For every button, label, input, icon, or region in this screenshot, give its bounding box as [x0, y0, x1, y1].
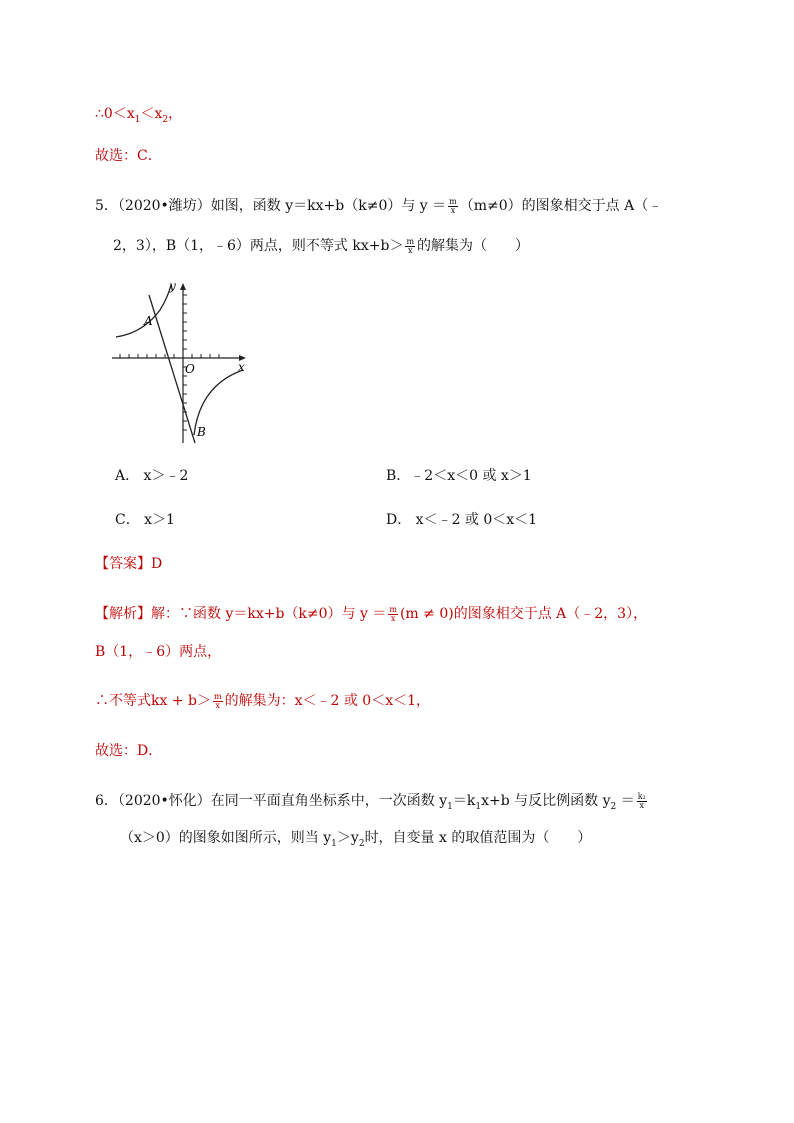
frac-den: x — [450, 205, 456, 215]
frac-num: m — [213, 691, 222, 701]
option-c: C． x＞1 — [115, 512, 175, 528]
q6-text: 时，自变量 x 的取值范围为（ ） — [364, 830, 592, 846]
frac-num: k₂ — [637, 791, 646, 801]
q6-text: ＝ — [616, 793, 635, 809]
frac-num: m — [449, 196, 457, 206]
analysis-text: ∴不等式kx + b＞ — [95, 693, 211, 709]
therefore-end: ， — [168, 106, 183, 122]
point-a-label: A — [144, 314, 153, 328]
frac-num: m — [389, 604, 397, 614]
analysis-line-1 — [95, 604, 647, 624]
fraction — [448, 198, 458, 215]
analysis-text: 解：∵函数 y＝kx+b（k≠0）与 y ＝ — [151, 606, 387, 622]
q5-text: 2，3），B（1，﹣6）两点，则不等式 kx+b＞ — [113, 238, 404, 254]
therefore-prefix: ∴0＜x — [95, 106, 135, 122]
frac-den: x — [639, 800, 644, 810]
analysis-tag: 【解析】 — [95, 606, 151, 622]
subscript: 1 — [475, 801, 482, 812]
y-axis-label: y — [169, 279, 176, 293]
answer-value: D — [151, 556, 163, 572]
choose-line-1: 故选：C． — [95, 148, 162, 164]
frac-den: x — [407, 245, 413, 255]
option-a: A． x＞﹣2 — [115, 468, 189, 484]
q5-text: 5．（2020•潍坊）如图，函数 y＝kx+b（k≠0）与 y ＝ — [95, 198, 447, 214]
subscript: 1 — [447, 801, 453, 812]
analysis-line-2: B（1，﹣6）两点， — [95, 644, 222, 660]
option-b: B．﹣2＜x＜0 或 x＞1 — [386, 468, 532, 484]
hyperbola-branch-left — [116, 285, 171, 337]
choose-line-2: 故选：D． — [95, 743, 163, 759]
subscript: 2 — [610, 801, 617, 812]
q6-line-1 — [95, 791, 649, 817]
q6-line-2 — [120, 828, 591, 854]
fraction — [213, 693, 223, 710]
fraction — [388, 606, 398, 623]
answer-line — [95, 554, 162, 574]
subscript: 2 — [162, 114, 169, 125]
fraction — [405, 238, 415, 255]
therefore-mid: ＜x — [140, 106, 163, 122]
fraction — [637, 793, 647, 810]
option-d: D． x＜﹣2 或 0＜x＜1 — [386, 512, 538, 528]
q5-line-2 — [113, 236, 529, 256]
q6-text: 6．（2020•怀化）在同一平面直角坐标系中，一次函数 y — [95, 793, 448, 809]
frac-den: x — [390, 613, 396, 623]
x-ticks — [120, 354, 219, 358]
subscript: 2 — [358, 838, 365, 849]
frac-num: m — [406, 236, 415, 246]
analysis-text: (m ≠ 0)的图象相交于点 A（﹣2，3）， — [399, 606, 648, 622]
q5-line-1 — [95, 196, 662, 216]
x-axis-label: x — [238, 360, 245, 374]
y-axis-arrow-icon — [180, 283, 186, 290]
q6-text: （x＞0）的图象如图所示，则当 y — [120, 830, 332, 846]
subscript: 1 — [134, 114, 141, 125]
answer-tag: 【答案】 — [95, 556, 151, 572]
analysis-text: 的解集为：x＜﹣2 或 0＜x＜1， — [224, 693, 430, 709]
point-b-label: B — [197, 425, 206, 439]
q6-text: ＞y — [336, 830, 359, 846]
function-graph — [108, 275, 253, 450]
origin-label: O — [185, 362, 195, 376]
subscript: 1 — [331, 838, 337, 849]
q5-text: 的解集为（ ） — [417, 238, 530, 254]
q6-text: x+b 与反比例函数 y — [481, 793, 611, 809]
analysis-line-3 — [95, 691, 430, 711]
therefore-line — [95, 104, 182, 130]
q6-text: ＝k — [452, 793, 476, 809]
frac-den: x — [215, 700, 221, 710]
q5-text: （m≠0）的图象相交于点 A（﹣ — [459, 198, 663, 214]
